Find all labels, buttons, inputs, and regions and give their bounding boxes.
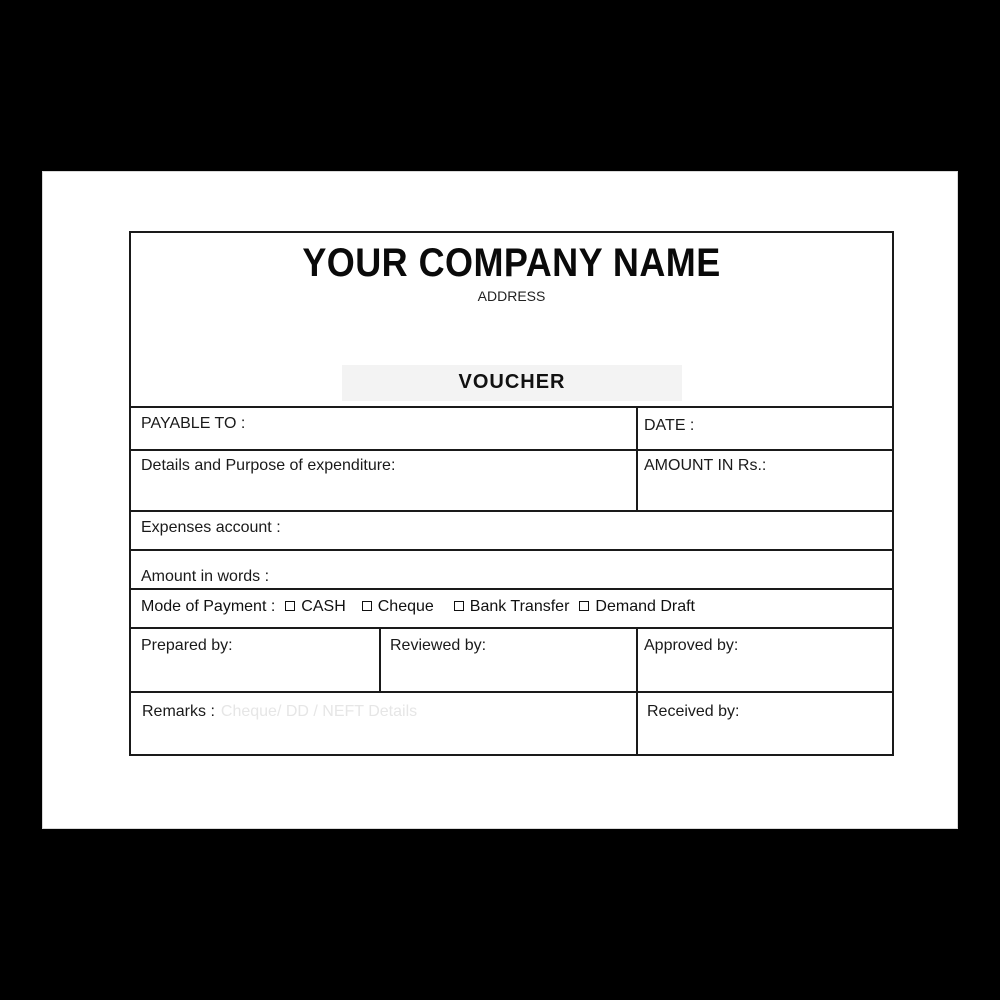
divider (379, 627, 381, 691)
payment-option-label: CASH (301, 598, 346, 615)
voucher-title: VOUCHER (458, 371, 566, 393)
divider (131, 627, 892, 629)
amount-in-words-label[interactable]: Amount in words : (141, 568, 270, 585)
reviewed-by-label[interactable]: Reviewed by: (390, 637, 487, 654)
remarks-hint: Cheque/ DD / NEFT Details (220, 703, 418, 720)
company-address: ADDRESS (477, 288, 546, 304)
divider (131, 406, 892, 408)
payment-option-bank-transfer[interactable] (454, 598, 570, 616)
payment-option-label: Cheque (377, 598, 434, 615)
details-label[interactable]: Details and Purpose of expenditure: (141, 457, 396, 474)
voucher-form (129, 231, 894, 756)
divider (131, 588, 892, 590)
date-label[interactable]: DATE : (644, 417, 695, 434)
checkbox-icon[interactable] (579, 601, 589, 611)
checkbox-icon[interactable] (285, 601, 295, 611)
divider (131, 691, 892, 693)
divider (131, 449, 892, 451)
received-by-label[interactable]: Received by: (647, 703, 740, 720)
divider (131, 549, 892, 551)
payment-option-cash[interactable] (285, 598, 345, 616)
payment-option-label: Demand Draft (595, 598, 695, 615)
company-name: YOUR COMPANY NAME (302, 241, 721, 285)
checkbox-icon[interactable] (362, 601, 372, 611)
payment-option-label: Bank Transfer (469, 598, 570, 615)
checkbox-icon[interactable] (454, 601, 464, 611)
divider (131, 510, 892, 512)
mode-of-payment-label: Mode of Payment : (141, 598, 276, 615)
payment-option-demand-draft[interactable] (579, 598, 695, 616)
divider (636, 406, 638, 510)
divider (636, 627, 638, 756)
payment-option-cheque[interactable] (362, 598, 434, 616)
remarks-field[interactable] (142, 703, 417, 721)
remarks-label: Remarks : (142, 703, 215, 720)
mode-of-payment-row (141, 598, 695, 616)
approved-by-label[interactable]: Approved by: (644, 637, 739, 654)
payable-to-label[interactable]: PAYABLE TO : (141, 415, 246, 432)
prepared-by-label[interactable]: Prepared by: (141, 637, 233, 654)
expenses-account-label[interactable]: Expenses account : (141, 519, 281, 536)
amount-label[interactable]: AMOUNT IN Rs.: (644, 457, 767, 474)
